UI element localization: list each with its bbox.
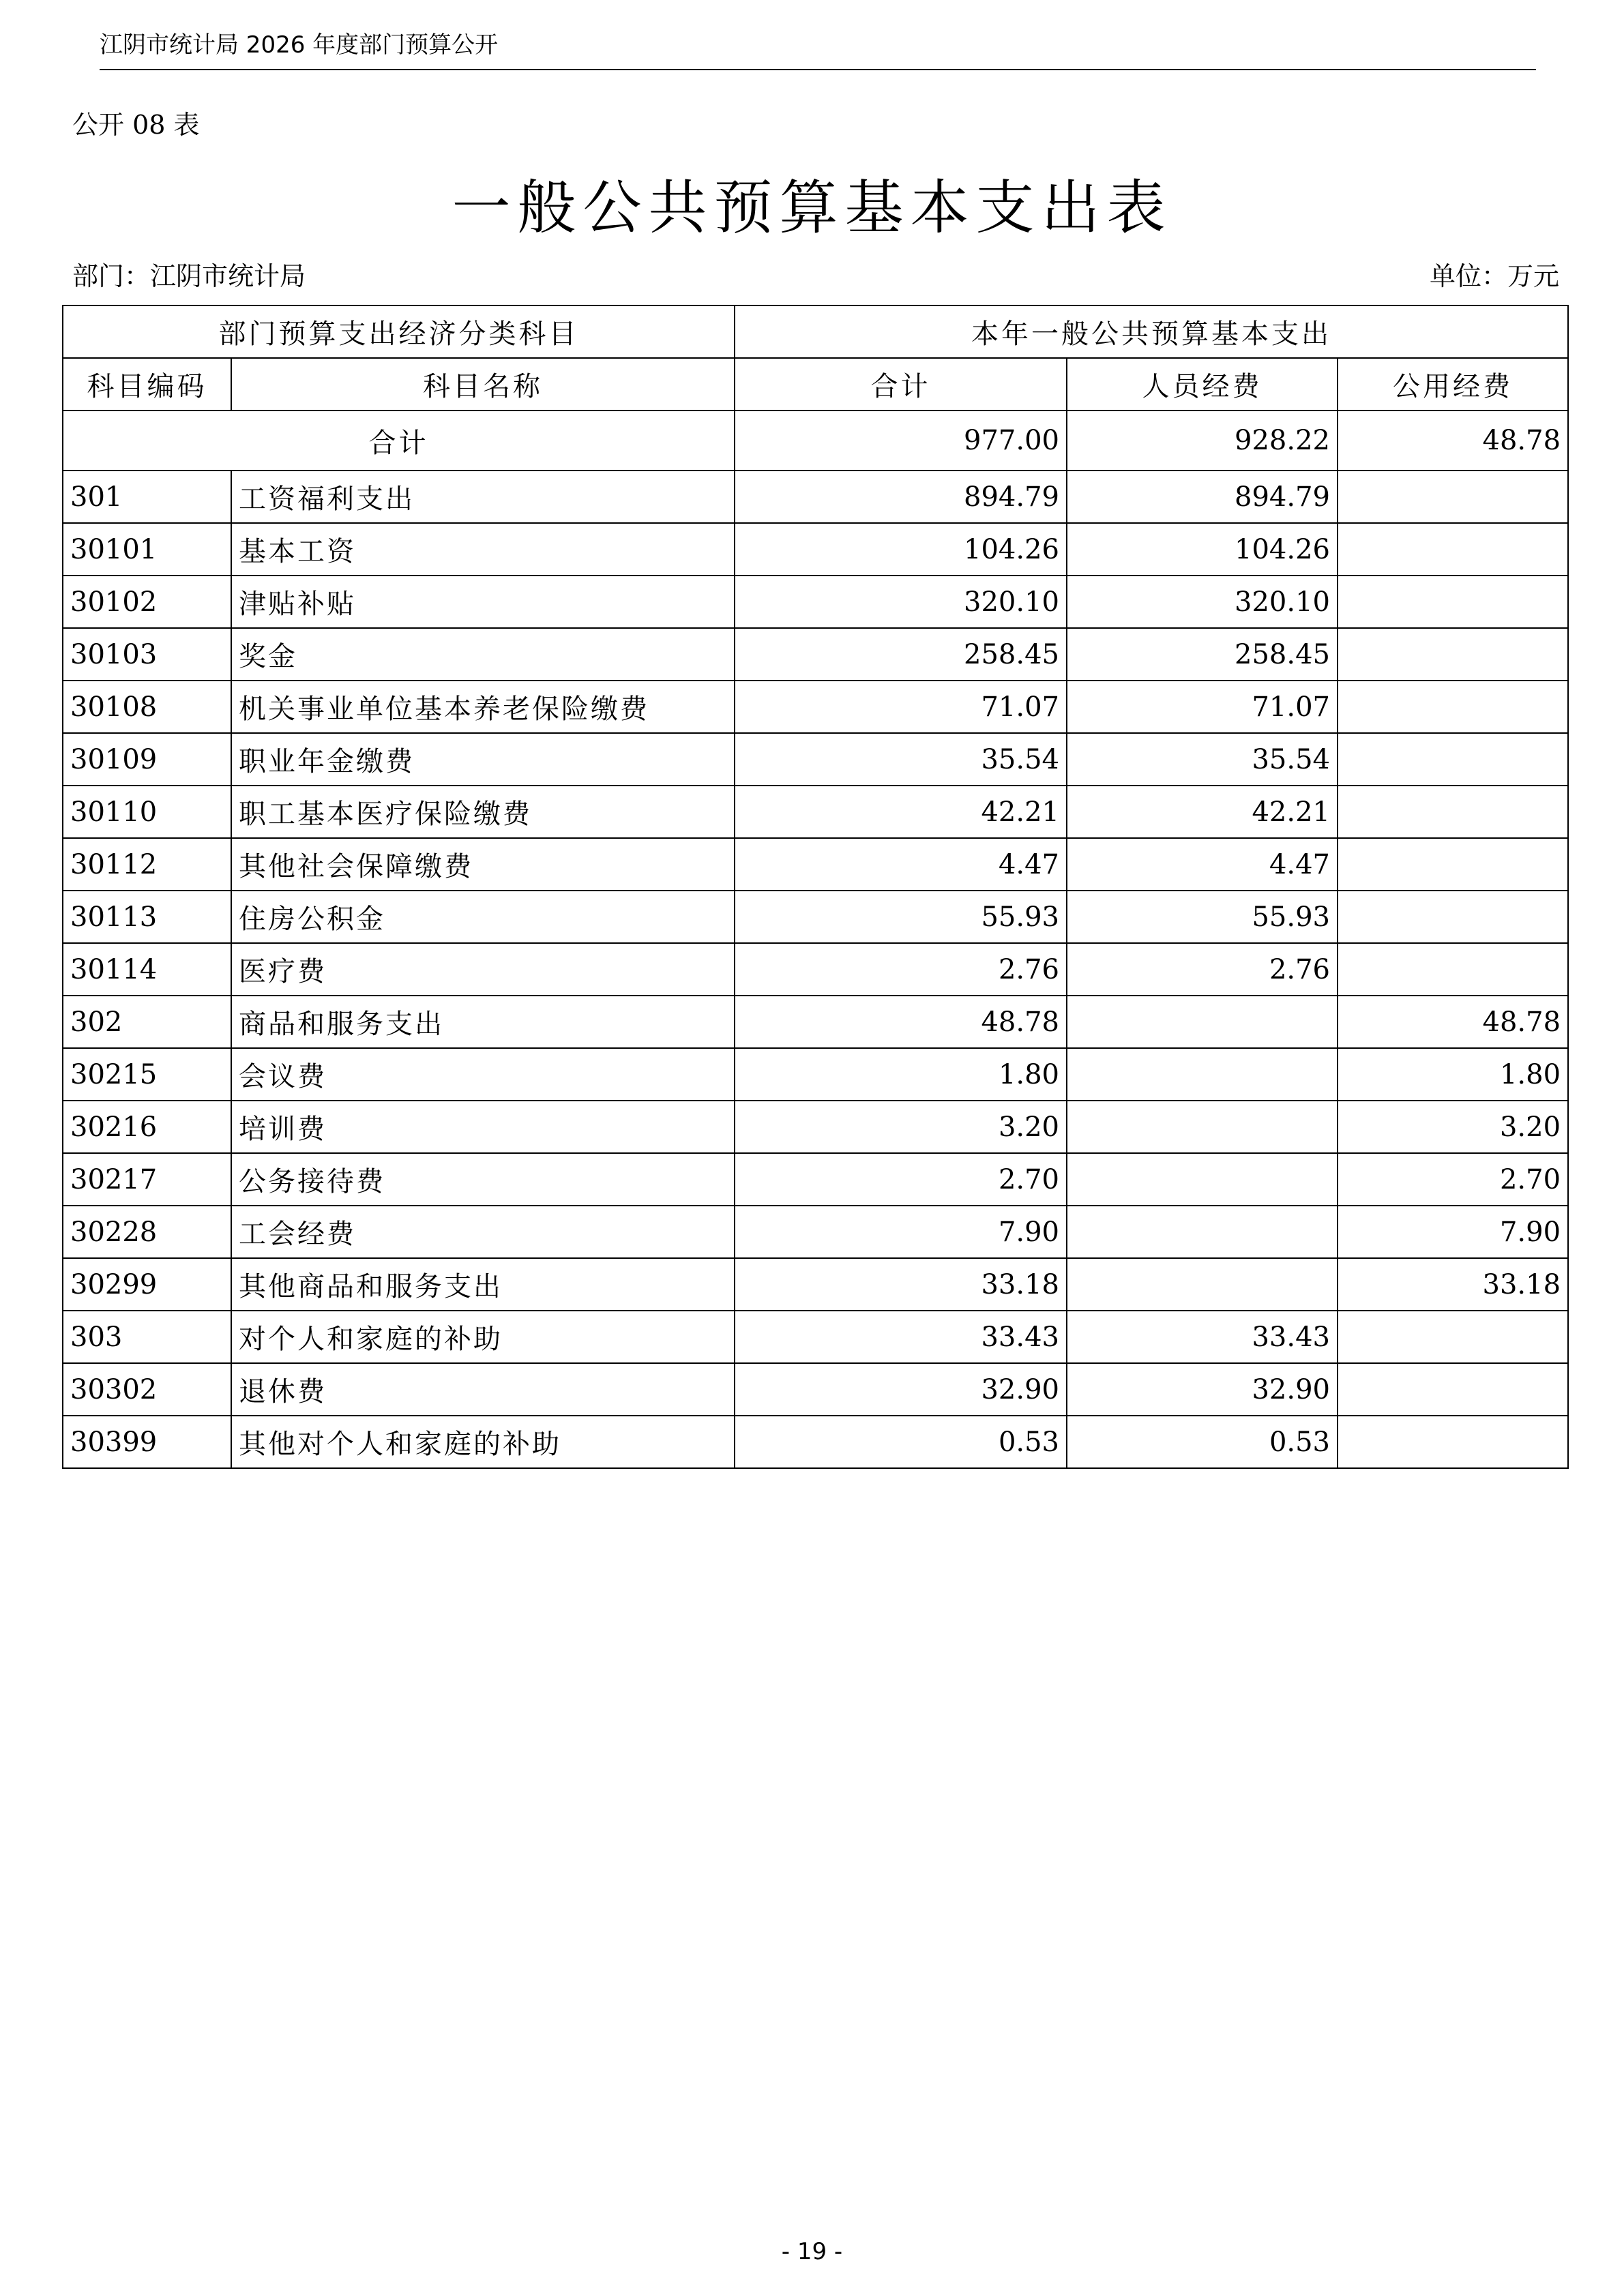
cell-personnel: 104.26 xyxy=(1067,523,1338,576)
cell-personnel: 71.07 xyxy=(1067,681,1338,733)
cell-name: 其他对个人和家庭的补助 xyxy=(231,1416,735,1468)
cell-personnel: 258.45 xyxy=(1067,628,1338,681)
table-row xyxy=(63,523,1568,576)
cell-total: 0.53 xyxy=(735,1416,1067,1468)
cell-personnel: 4.47 xyxy=(1067,838,1338,891)
table-row xyxy=(63,943,1568,996)
table-group-header-row xyxy=(63,305,1568,358)
cell-code: 30228 xyxy=(63,1206,231,1258)
unit-label: 单位：万元 xyxy=(1429,261,1559,291)
cell-total: 42.21 xyxy=(735,786,1067,838)
running-header: 江阴市统计局 2026 年度部门预算公开 xyxy=(100,31,499,59)
table-row xyxy=(63,891,1568,943)
cell-personnel: 0.53 xyxy=(1067,1416,1338,1468)
table-row xyxy=(63,1258,1568,1311)
cell-total: 894.79 xyxy=(735,471,1067,523)
column-header-personnel: 人员经费 xyxy=(1067,358,1338,411)
cell-total: 33.18 xyxy=(735,1258,1067,1311)
table-row xyxy=(63,681,1568,733)
cell-code: 30110 xyxy=(63,786,231,838)
cell-personnel xyxy=(1067,1153,1338,1206)
cell-personnel xyxy=(1067,1206,1338,1258)
cell-total: 258.45 xyxy=(735,628,1067,681)
cell-name: 机关事业单位基本养老保险缴费 xyxy=(231,681,735,733)
cell-code: 30114 xyxy=(63,943,231,996)
total-label: 合计 xyxy=(63,411,735,471)
cell-total: 104.26 xyxy=(735,523,1067,576)
cell-personnel: 320.10 xyxy=(1067,576,1338,628)
cell-code: 30215 xyxy=(63,1048,231,1101)
table-column-header-row xyxy=(63,358,1568,411)
cell-name: 商品和服务支出 xyxy=(231,996,735,1048)
cell-name: 会议费 xyxy=(231,1048,735,1101)
cell-name: 工资福利支出 xyxy=(231,471,735,523)
cell-personnel xyxy=(1067,996,1338,1048)
cell-name: 职工基本医疗保险缴费 xyxy=(231,786,735,838)
cell-code: 302 xyxy=(63,996,231,1048)
table-row xyxy=(63,1048,1568,1101)
cell-personnel: 42.21 xyxy=(1067,786,1338,838)
cell-name: 公务接待费 xyxy=(231,1153,735,1206)
cell-code: 30102 xyxy=(63,576,231,628)
cell-public xyxy=(1338,891,1568,943)
cell-total: 7.90 xyxy=(735,1206,1067,1258)
table-row xyxy=(63,1101,1568,1153)
cell-public: 33.18 xyxy=(1338,1258,1568,1311)
department-label: 部门：江阴市统计局 xyxy=(72,261,306,291)
cell-name: 津贴补贴 xyxy=(231,576,735,628)
cell-name: 退休费 xyxy=(231,1363,735,1416)
cell-code: 30101 xyxy=(63,523,231,576)
cell-code: 30399 xyxy=(63,1416,231,1468)
cell-public: 3.20 xyxy=(1338,1101,1568,1153)
cell-total: 35.54 xyxy=(735,733,1067,786)
cell-personnel: 2.76 xyxy=(1067,943,1338,996)
table-row xyxy=(63,576,1568,628)
table-row xyxy=(63,786,1568,838)
table-row xyxy=(63,733,1568,786)
cell-name: 医疗费 xyxy=(231,943,735,996)
table-row xyxy=(63,628,1568,681)
table-row xyxy=(63,1363,1568,1416)
cell-name: 住房公积金 xyxy=(231,891,735,943)
cell-personnel: 33.43 xyxy=(1067,1311,1338,1363)
cell-total: 71.07 xyxy=(735,681,1067,733)
cell-public: 1.80 xyxy=(1338,1048,1568,1101)
cell-personnel: 35.54 xyxy=(1067,733,1338,786)
cell-code: 30103 xyxy=(63,628,231,681)
cell-code: 30299 xyxy=(63,1258,231,1311)
table-row xyxy=(63,1416,1568,1468)
cell-code: 30109 xyxy=(63,733,231,786)
table-row xyxy=(63,1153,1568,1206)
budget-table xyxy=(62,305,1569,1469)
cell-public xyxy=(1338,681,1568,733)
cell-personnel xyxy=(1067,1101,1338,1153)
cell-public: 48.78 xyxy=(1338,996,1568,1048)
cell-public xyxy=(1338,838,1568,891)
cell-public xyxy=(1338,943,1568,996)
cell-public xyxy=(1338,471,1568,523)
cell-code: 30217 xyxy=(63,1153,231,1206)
group-header-expenditure: 本年一般公共预算基本支出 xyxy=(735,305,1568,358)
cell-code: 301 xyxy=(63,471,231,523)
cell-personnel: 55.93 xyxy=(1067,891,1338,943)
total-row xyxy=(63,411,1568,471)
column-header-name: 科目名称 xyxy=(231,358,735,411)
cell-total: 32.90 xyxy=(735,1363,1067,1416)
cell-public xyxy=(1338,733,1568,786)
cell-code: 303 xyxy=(63,1311,231,1363)
cell-public xyxy=(1338,1363,1568,1416)
cell-total: 1.80 xyxy=(735,1048,1067,1101)
cell-total: 2.70 xyxy=(735,1153,1067,1206)
cell-public xyxy=(1338,1416,1568,1468)
cell-total: 3.20 xyxy=(735,1101,1067,1153)
cell-name: 职业年金缴费 xyxy=(231,733,735,786)
table-row xyxy=(63,1206,1568,1258)
cell-total: 320.10 xyxy=(735,576,1067,628)
table-row xyxy=(63,471,1568,523)
cell-public: 2.70 xyxy=(1338,1153,1568,1206)
page-number: - 19 - xyxy=(781,2238,843,2265)
total-personnel-amount: 928.22 xyxy=(1067,411,1338,471)
cell-name: 其他商品和服务支出 xyxy=(231,1258,735,1311)
cell-code: 30302 xyxy=(63,1363,231,1416)
cell-public xyxy=(1338,576,1568,628)
cell-code: 30108 xyxy=(63,681,231,733)
cell-total: 4.47 xyxy=(735,838,1067,891)
total-amount: 977.00 xyxy=(735,411,1067,471)
cell-name: 其他社会保障缴费 xyxy=(231,838,735,891)
cell-name: 基本工资 xyxy=(231,523,735,576)
cell-code: 30216 xyxy=(63,1101,231,1153)
cell-personnel: 32.90 xyxy=(1067,1363,1338,1416)
cell-total: 48.78 xyxy=(735,996,1067,1048)
cell-name: 培训费 xyxy=(231,1101,735,1153)
total-public-amount: 48.78 xyxy=(1338,411,1568,471)
cell-total: 2.76 xyxy=(735,943,1067,996)
cell-personnel xyxy=(1067,1048,1338,1101)
budget-table-container xyxy=(62,305,1567,1469)
cell-name: 对个人和家庭的补助 xyxy=(231,1311,735,1363)
cell-public: 7.90 xyxy=(1338,1206,1568,1258)
table-row xyxy=(63,838,1568,891)
cell-code: 30113 xyxy=(63,891,231,943)
cell-public xyxy=(1338,786,1568,838)
cell-name: 工会经费 xyxy=(231,1206,735,1258)
column-header-code: 科目编码 xyxy=(63,358,231,411)
cell-personnel: 894.79 xyxy=(1067,471,1338,523)
table-row xyxy=(63,1311,1568,1363)
cell-public xyxy=(1338,523,1568,576)
table-row xyxy=(63,996,1568,1048)
cell-total: 55.93 xyxy=(735,891,1067,943)
header-rule xyxy=(100,69,1536,70)
column-header-total: 合计 xyxy=(735,358,1067,411)
column-header-public: 公用经费 xyxy=(1338,358,1568,411)
cell-name: 奖金 xyxy=(231,628,735,681)
cell-code: 30112 xyxy=(63,838,231,891)
cell-total: 33.43 xyxy=(735,1311,1067,1363)
group-header-classification: 部门预算支出经济分类科目 xyxy=(63,305,735,358)
table-number: 公开 08 表 xyxy=(72,110,200,140)
cell-public xyxy=(1338,1311,1568,1363)
cell-public xyxy=(1338,628,1568,681)
cell-personnel xyxy=(1067,1258,1338,1311)
page-title: 一般公共预算基本支出表 xyxy=(452,174,1172,242)
